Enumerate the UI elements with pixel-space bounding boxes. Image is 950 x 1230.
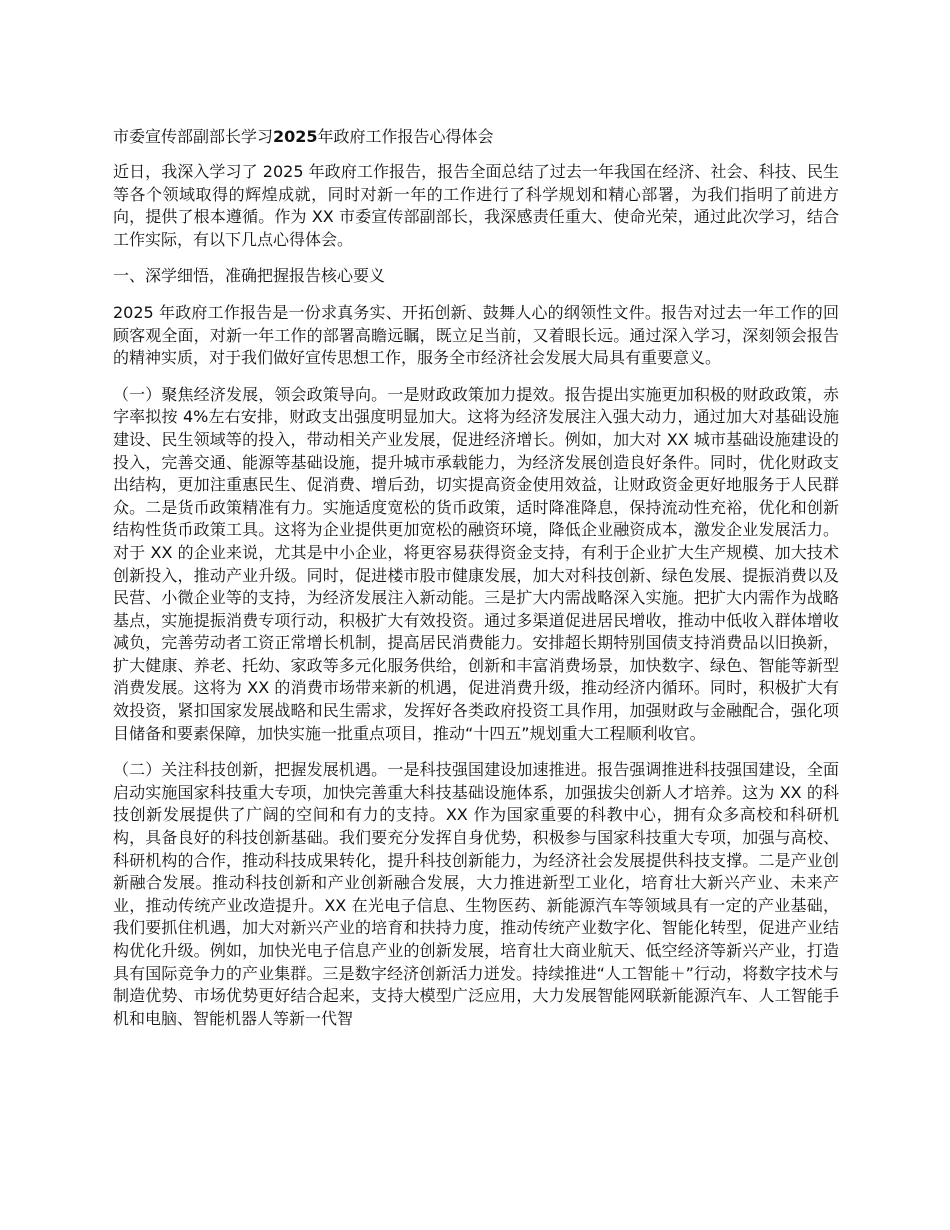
title-suffix: 年政府工作报告心得体会 bbox=[317, 127, 494, 146]
section-heading-1: 一、深学细悟，准确把握报告核心要义 bbox=[113, 266, 386, 286]
section-1-paragraph: 2025 年政府工作报告是一份求真务实、开拓创新、鼓舞人心的纲领性文件。报告对过去一年工作的回顾客观全面，对新一年工作的部署高瞻远瞩，既立足当前，又着眼长远。通过深入学习，深刻领会报告的精神实质，对于我们做好宣传思想工作，服务全市经济社会发展大局具有重要意义。 bbox=[113, 302, 839, 368]
title-year: 2025 bbox=[273, 127, 318, 146]
subsection-2-paragraph: （二）关注科技创新，把握发展机遇。一是科技强国建设加速推进。报告强调推进科技强国建设，全面启动实施国家科技重大专项，加快完善重大科技基础设施体系，加强拔尖创新人才培养。这为 XX 的科技创新发展提供了广阔的空间和有力的支持。XX 作为国家重要的科教中心，拥有众多高校和科研机构，具备良好的科技创新基础。我们要充分发挥自身优势，积极参与国家科技重大专项，加强与高校、科研机构的合作，推动科技成果转化，提升科技创新能力，为经济社会发展提供科技支撑。二是产业创新融合发展。推动科技创新和产业创新融合发展，大力推进新型工业化，培育壮大新兴产业、未来产业，推动传统产业改造提升。XX 在光电子信息、生物医药、新能源汽车等领域具有一定的产业基础，我们要抓住机遇，加大对新兴产业的培育和扶持力度，推动传统产业数字化、智能化转型，促进产业结构优化升级。例如，加快光电子信息产业的创新发展，培育壮大商业航天、低空经济等新兴产业，打造具有国际竞争力的产业集群。三是数字经济创新活力迸发。持续推进“人工智能＋”行动，将数字技术与制造优势、市场优势更好结合起来，支持大模型广泛应用，大力发展智能网联新能源汽车、人工智能手机和电脑、智能机器人等新一代智 bbox=[113, 760, 839, 1028]
intro-paragraph: 近日，我深入学习了 2025 年政府工作报告，报告全面总结了过去一年我国在经济、社会、科技、民生等各个领域取得的辉煌成就，同时对新一年的工作进行了科学规划和精心部署，为我们指明了前进方向，提供了根本遵循。作为 XX 市委宣传部副部长，我深感责任重大、使命光荣，通过此次学习，结合工作实际，有以下几点心得体会。 bbox=[113, 162, 839, 249]
subsection-1-paragraph: （一）聚焦经济发展，领会政策导向。一是财政政策加力提效。报告提出实施更加积极的财政政策，赤字率拟按 4%左右安排，财政支出强度明显加大。这将为经济发展注入强大动力，通过加大对基础设施建设、民生领域等的投入，带动相关产业发展，促进经济增长。例如，加大对 XX 城市基础设施建设的投入，完善交通、能源等基础设施，提升城市承载能力，为经济发展创造良好条件。同时，优化财政支出结构，更加注重惠民生、促消费、增后劲，切实提高资金使用效益，让财政资金更好地服务于人民群众。二是货币政策精准有力。实施适度宽松的货币政策，适时降准降息，保持流动性充裕，优化和创新结构性货币政策工具。这将为企业提供更加宽松的融资环境，降低企业融资成本，激发企业发展活力。对于 XX 的企业来说，尤其是中小企业，将更容易获得资金支持，有利于企业扩大生产规模、加大技术创新投入，推动产业升级。同时，促进楼市股市健康发展，加大对科技创新、绿色发展、提振消费以及民营、小微企业等的支持，为经济发展注入新动能。三是扩大内需战略深入实施。把扩大内需作为战略基点，实施提振消费专项行动，积极扩大有效投资。通过多渠道促进居民增收，推动中低收入群体增收减负，完善劳动者工资正常增长机制，提高居民消费能力。安排超长期特别国债支持消费品以旧换新，扩大健康、养老、托幼、家政等多元化服务供给，创新和丰富消费场景，加快数字、绿色、智能等新型消费发展。这将为 XX 的消费市场带来新的机遇，促进消费升级，推动经济内循环。同时，积极扩大有效投资，紧扣国家发展战略和民生需求，发挥好各类政府投资工具作用，加强财政与金融配合，强化项目储备和要素保障，加快实施一批重点项目，推动“十四五”规划重大工程顺利收官。 bbox=[113, 384, 839, 743]
document-page bbox=[113, 126, 839, 1044]
document-title bbox=[113, 126, 839, 148]
title-prefix: 市委宣传部副部长学习 bbox=[113, 127, 274, 146]
